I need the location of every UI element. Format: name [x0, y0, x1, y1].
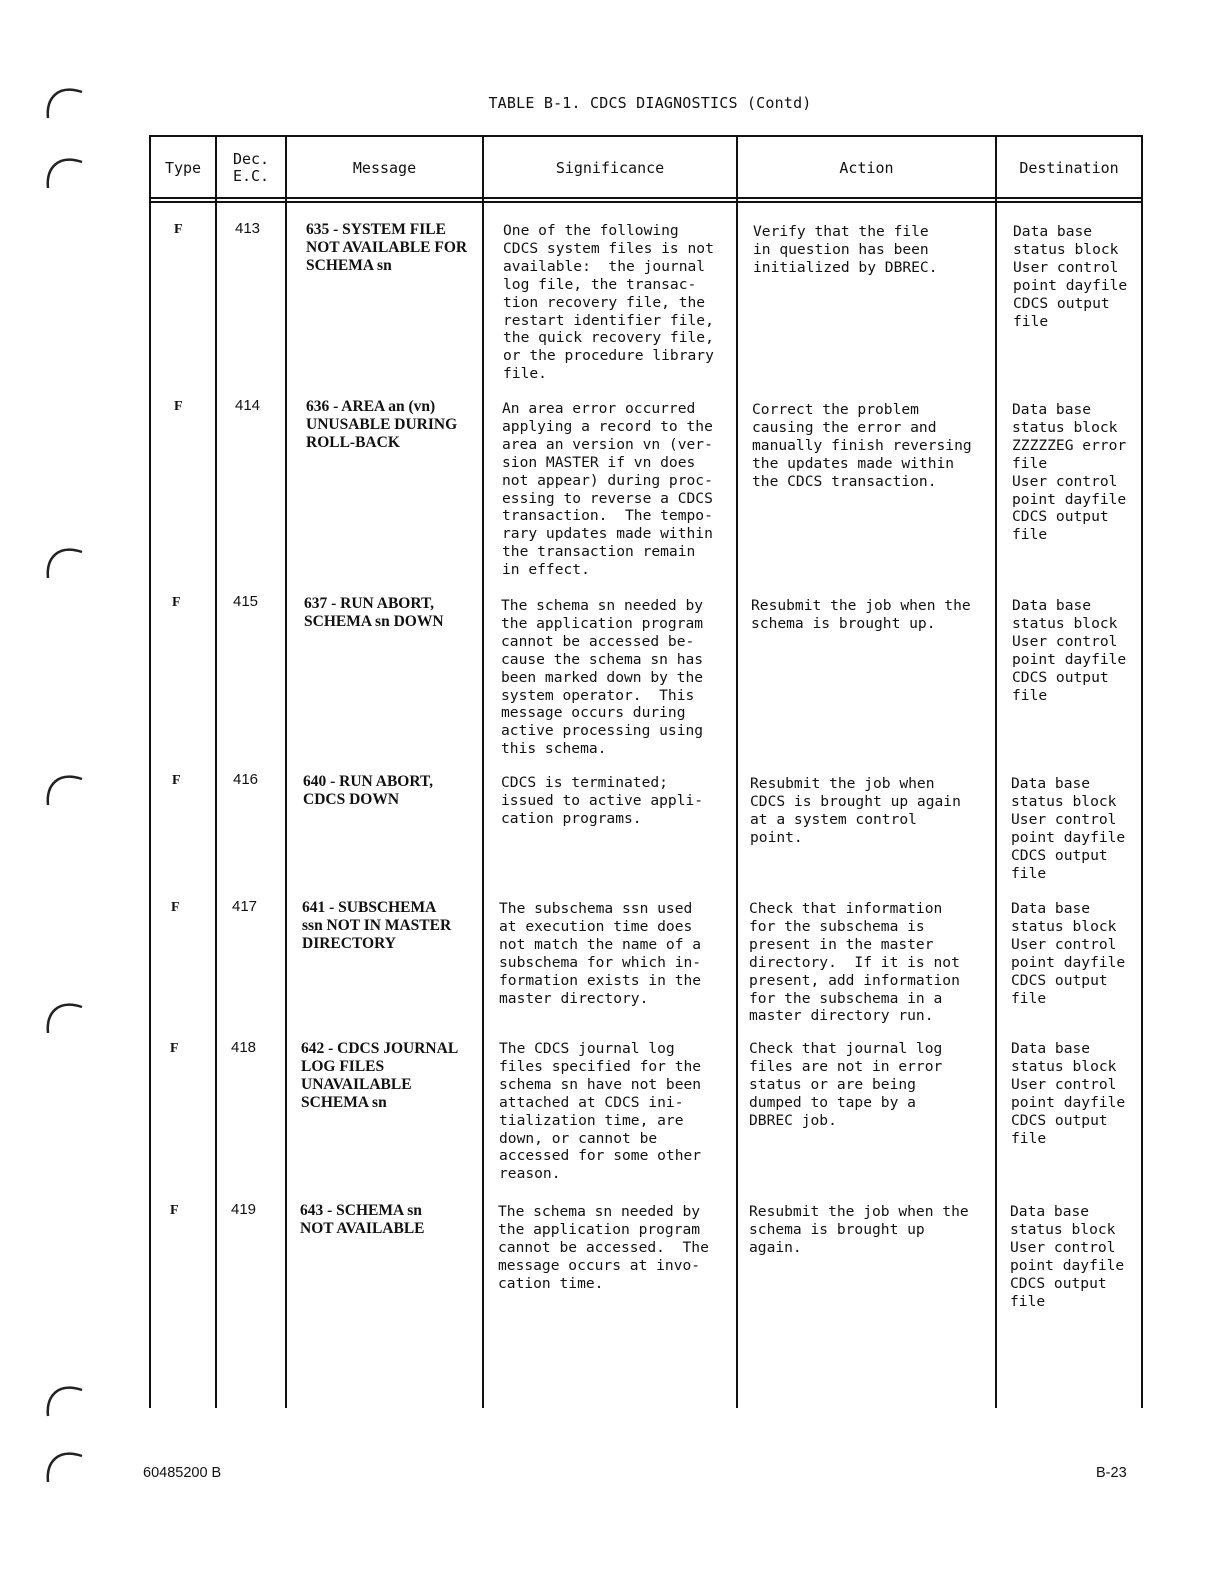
row-significance: One of the following CDCS system files is not available: the journal log file, the transac- tion recovery file, the restart identifier file, the quick recovery file, or the procedure library file. [503, 222, 714, 383]
column-divider [285, 135, 287, 1408]
row-action: Resubmit the job when the schema is brought up again. [749, 1203, 969, 1256]
row-destination: Data base status block User control point dayfile CDCS output file [1010, 1203, 1125, 1310]
column-header-dec-ec: Dec. E.C. [232, 150, 270, 185]
row-destination: Data base status block User control point dayfile CDCS output file [1012, 597, 1127, 704]
punch-hole-icon [44, 148, 86, 190]
row-destination: Data base status block User control point dayfile CDCS output file [1011, 900, 1126, 1007]
row-type: F [174, 222, 183, 237]
row-action: Check that journal log files are not in error status or are being dumped to tape by a DBREC job. [749, 1040, 943, 1129]
row-type: F [170, 1041, 179, 1056]
row-action: Resubmit the job when the schema is brought up. [751, 597, 971, 632]
row-message: 642 - CDCS JOURNAL LOG FILES UNAVAILABLE SCHEMA sn [301, 1040, 459, 1111]
row-dec-ec: 416 [233, 771, 259, 788]
header-rule [149, 201, 1143, 203]
row-destination: Data base status block User control point dayfile CDCS output file [1013, 223, 1128, 330]
row-significance: The subschema ssn used at execution time does not match the name of a subschema for which in- formation exists in the master directory. [499, 900, 702, 1007]
row-type: F [174, 399, 183, 414]
document-number: 60485200 B [143, 1465, 222, 1481]
row-type: F [170, 1203, 179, 1218]
column-header-type: Type [164, 158, 202, 177]
row-dec-ec: 417 [232, 898, 258, 915]
row-message: 635 - SYSTEM FILE NOT AVAILABLE FOR SCHEMA sn [306, 221, 468, 274]
column-divider [215, 135, 217, 1408]
row-destination: Data base status block User control point dayfile CDCS output file [1011, 1040, 1126, 1147]
punch-hole-icon [44, 1376, 86, 1418]
row-action: Resubmit the job when CDCS is brought up again at a system control point. [750, 775, 961, 846]
row-action: Check that information for the subschema is present in the master directory. If it is not present, add information for the subschema in a master directory run. [749, 900, 960, 1025]
punch-hole-icon [44, 538, 86, 580]
row-dec-ec: 419 [231, 1201, 257, 1218]
column-divider [482, 135, 484, 1408]
punch-hole-icon [44, 993, 86, 1035]
row-type: F [172, 595, 181, 610]
row-action: Verify that the file in question has been initialized by DBREC. [753, 223, 938, 276]
diagnostics-table [149, 135, 1143, 1408]
row-message: 640 - RUN ABORT, CDCS DOWN [303, 773, 434, 808]
column-divider [736, 135, 738, 1408]
column-divider [149, 135, 151, 1408]
row-dec-ec: 415 [233, 593, 259, 610]
row-dec-ec: 413 [235, 220, 261, 237]
row-destination: Data base status block User control point dayfile CDCS output file [1011, 775, 1126, 882]
row-dec-ec: 414 [235, 397, 261, 414]
row-significance: The schema sn needed by the application program cannot be accessed be- cause the schema sn has been marked down by the system operator. This message occurs during active processing using this schema. [501, 597, 704, 758]
row-significance: The schema sn needed by the application program cannot be accessed. The message occurs at invo- cation time. [498, 1203, 709, 1292]
row-message: 636 - AREA an (vn) UNUSABLE DURING ROLL-BACK [306, 398, 458, 451]
column-header-significance: Significance [555, 158, 665, 177]
row-significance: An area error occurred applying a record to the area an version vn (ver- sion MASTER if vn does not appear) during proc- essing to reverse a CDCS transaction. The tempo- rary updates made within the transaction remain in effect. [502, 400, 713, 579]
row-dec-ec: 418 [231, 1039, 257, 1056]
punch-hole-icon [44, 1442, 86, 1484]
table-title: TABLE B-1. CDCS DIAGNOSTICS (Contd) [488, 94, 812, 112]
row-significance: CDCS is terminated; issued to active appli- cation programs. [501, 774, 704, 827]
row-message: 641 - SUBSCHEMA ssn NOT IN MASTER DIRECTORY [302, 899, 452, 952]
column-header-action: Action [839, 158, 894, 177]
column-header-message: Message [352, 158, 417, 177]
row-action: Correct the problem causing the error and manually finish reversing the updates made within the CDCS transaction. [752, 401, 972, 490]
punch-hole-icon [44, 765, 86, 807]
column-divider [1141, 135, 1143, 1408]
column-divider [995, 135, 997, 1408]
row-destination: Data base status block ZZZZZEG error file User control point dayfile CDCS output file [1012, 401, 1127, 544]
row-significance: The CDCS journal log files specified for the schema sn have not been attached at CDCS ini- tialization time, are down, or cannot be accessed for some other reason. [499, 1040, 702, 1183]
row-message: 637 - RUN ABORT, SCHEMA sn DOWN [304, 595, 444, 630]
column-header-destination: Destination [1019, 158, 1119, 177]
row-type: F [171, 900, 180, 915]
page-number: B-23 [1096, 1465, 1127, 1481]
row-message: 643 - SCHEMA sn NOT AVAILABLE [300, 1202, 425, 1237]
row-type: F [172, 773, 181, 788]
